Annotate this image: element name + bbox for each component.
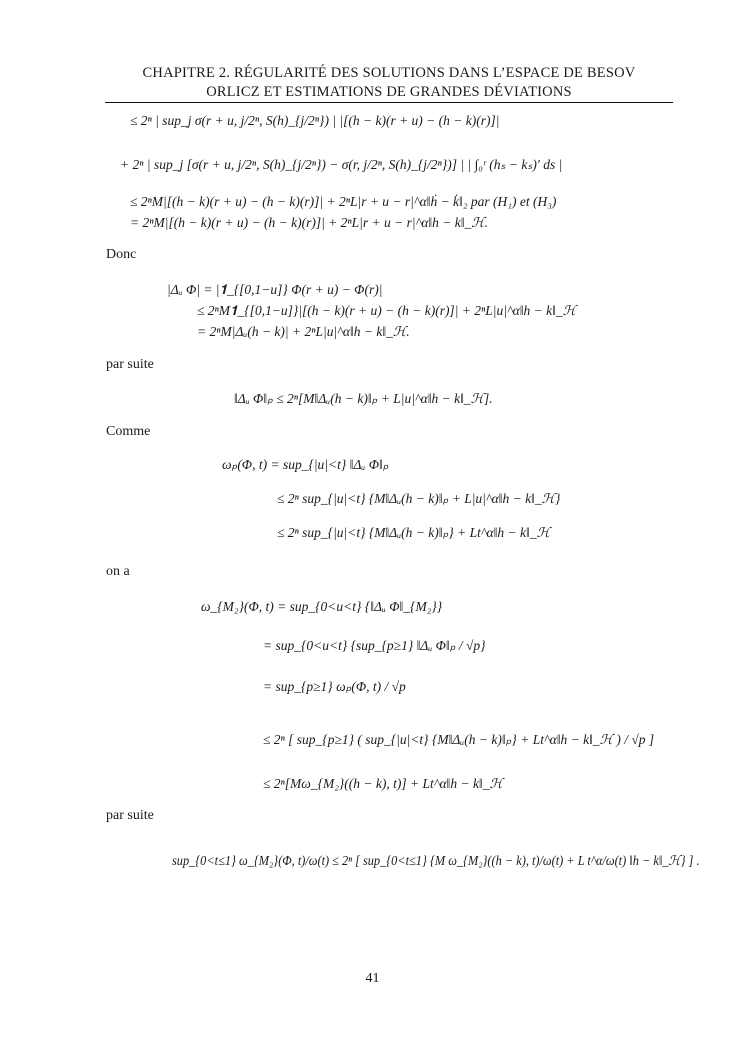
- equation-block-2-line-1: |Δᵤ Φ| = |𝟏_{[0,1−u]} Φ(r + u) − Φ(r)|: [167, 282, 383, 297]
- equation-block-4-line-2: ≤ 2ⁿ sup_{|u|<t} {M‖Δᵤ(h − k)‖ₚ + L|u|^α‖h − k‖_ℋ}: [277, 491, 561, 506]
- paragraph-par-suite-2: par suite: [106, 808, 154, 823]
- chapter-header: [105, 64, 673, 102]
- equation-block-1-line-2: + 2ⁿ | sup_j [σ(r + u, j/2ⁿ, S(h)_{j/2ⁿ}) − σ(r, j/2ⁿ, S(h)_{j/2ⁿ})] | | ∫₀ʳ (hₛ − kₛ)′ ds |: [120, 157, 563, 172]
- equation-block-5-line-4: ≤ 2ⁿ [ sup_{p≥1} ( sup_{|u|<t} {M‖Δᵤ(h − k)‖ₚ} + Lt^α‖h − k‖_ℋ ) / √p ]: [263, 732, 655, 747]
- equation-block-5-line-5: ≤ 2ⁿ[Mω_{M₂}((h − k), t)] + Lt^α‖h − k‖_ℋ: [263, 776, 503, 791]
- equation-block-2-line-3: = 2ⁿM|Δᵤ(h − k)| + 2ⁿL|u|^α‖h − k‖_ℋ.: [197, 324, 410, 339]
- equation-block-2-line-2: ≤ 2ⁿM𝟏_{[0,1−u]}|[(h − k)(r + u) − (h − k)(r)]| + 2ⁿL|u|^α‖h − k‖_ℋ: [197, 303, 576, 318]
- equation-block-5-line-2: = sup_{0<u<t} {sup_{p≥1} ‖Δᵤ Φ‖ₚ / √p}: [263, 638, 486, 653]
- header-line-1: CHAPITRE 2. RÉGULARITÉ DES SOLUTIONS DANS L’ESPACE DE BESOV: [142, 65, 636, 81]
- equation-block-4-line-1: ωₚ(Φ, t) = sup_{|u|<t} ‖Δᵤ Φ‖ₚ: [222, 457, 389, 472]
- header-line-2: ORLICZ ET ESTIMATIONS DE GRANDES DÉVIATIONS: [206, 84, 572, 100]
- page-number: 41: [365, 971, 380, 986]
- header-rule: [105, 102, 673, 103]
- equation-block-5-line-1: ω_{M₂}(Φ, t) = sup_{0<u<t} {‖Δᵤ Φ‖_{M₂}}: [201, 599, 443, 614]
- equation-block-4-line-3: ≤ 2ⁿ sup_{|u|<t} {M‖Δᵤ(h − k)‖ₚ} + Lt^α‖h − k‖_ℋ: [277, 525, 550, 540]
- equation-block-6: sup_{0<t≤1} ω_{M₂}(Φ, t)/ω(t) ≤ 2ⁿ [ sup_{0<t≤1} {M ω_{M₂}((h − k), t)/ω(t) + L t^α/ω(t) ‖h − k‖_ℋ} ] .: [172, 853, 700, 868]
- paragraph-donc: Donc: [106, 247, 137, 262]
- equation-block-1-line-3: ≤ 2ⁿM|[(h − k)(r + u) − (h − k)(r)]| + 2ⁿL|r + u − r|^α‖ḣ − k̇‖₂ par (H₁) et (H₃): [130, 194, 557, 209]
- paragraph-on-a: on a: [106, 564, 130, 579]
- paragraph-par-suite-1: par suite: [106, 357, 154, 372]
- paragraph-comme: Comme: [106, 424, 151, 439]
- equation-block-3: ‖Δᵤ Φ‖ₚ ≤ 2ⁿ[M‖Δᵤ(h − k)‖ₚ + L|u|^α‖h − k‖_ℋ].: [234, 391, 493, 406]
- equation-block-5-line-3: = sup_{p≥1} ωₚ(Φ, t) / √p: [263, 679, 406, 694]
- equation-block-1-line-4: = 2ⁿM|[(h − k)(r + u) − (h − k)(r)]| + 2ⁿL|r + u − r|^α‖h − k‖_ℋ.: [130, 215, 489, 230]
- equation-block-1-line-1: ≤ 2ⁿ | sup_j σ(r + u, j/2ⁿ, S(h)_{j/2ⁿ}) | |[(h − k)(r + u) − (h − k)(r)]|: [130, 113, 500, 128]
